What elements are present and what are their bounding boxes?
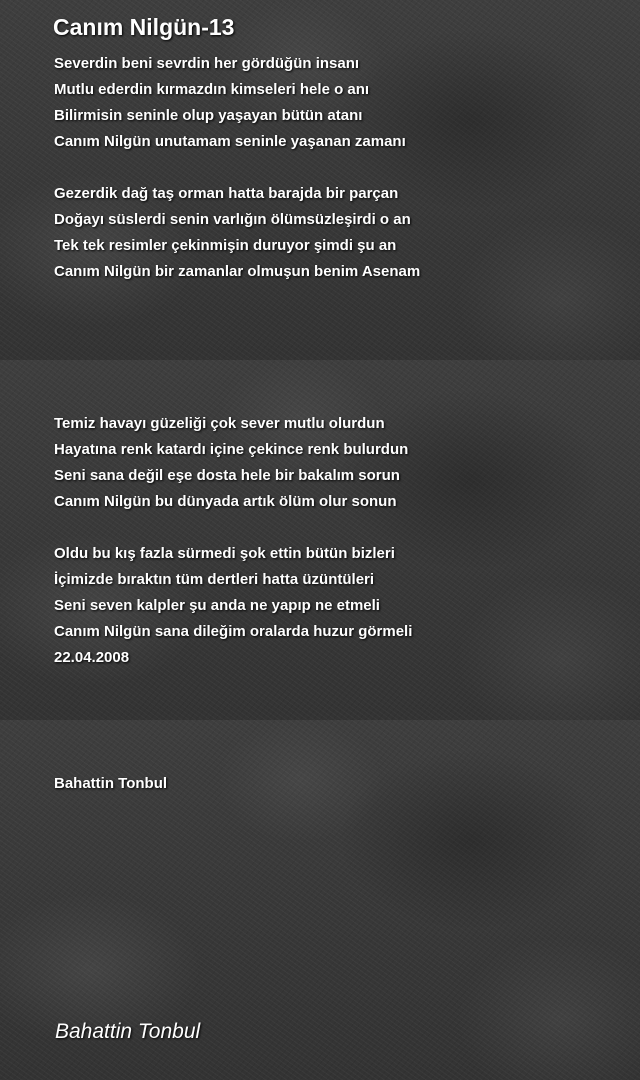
poem-panel-1 bbox=[0, 0, 640, 360]
stanza-4 bbox=[54, 541, 412, 645]
poem-panel-2 bbox=[0, 360, 640, 720]
stanza-1 bbox=[54, 51, 406, 155]
stanza-2 bbox=[54, 181, 420, 285]
poem-line: Gezerdik dağ taş orman hatta barajda bir parçan bbox=[54, 185, 399, 202]
poem-line: Doğayı süslerdi senin varlığın ölümsüzleşirdi o an bbox=[54, 211, 411, 228]
poem-line: Hayatına renk katardı içine çekince renk bulurdun bbox=[54, 441, 409, 458]
poem-title: Canım Nilgün-13 bbox=[53, 14, 235, 40]
poem-line: Bilirmisin seninle olup yaşayan bütün atanı bbox=[54, 107, 363, 124]
poem-line: Mutlu ederdin kırmazdın kimseleri hele o anı bbox=[54, 81, 370, 98]
poem-line: Seni sana değil eşe dosta hele bir bakalım sorun bbox=[54, 467, 400, 484]
poem-line: Tek tek resimler çekinmişin duruyor şimdi şu an bbox=[54, 237, 397, 254]
poem-line: Canım Nilgün bir zamanlar olmuşun benim Asenam bbox=[54, 263, 421, 280]
poem-line: Oldu bu kış fazla sürmedi şok ettin bütün bizleri bbox=[54, 545, 395, 562]
poem-line: Seni seven kalpler şu anda ne yapıp ne etmeli bbox=[54, 597, 380, 614]
poem-date: 22.04.2008 bbox=[54, 649, 130, 666]
poem-line: Canım Nilgün bu dünyada artık ölüm olur sonun bbox=[54, 493, 397, 510]
poem-panel-3 bbox=[0, 720, 640, 1080]
author-signature: Bahattin Tonbul bbox=[55, 1020, 201, 1043]
poem-line: Temiz havayı güzeliği çok sever mutlu olurdun bbox=[54, 415, 385, 432]
poem-author: Bahattin Tonbul bbox=[54, 775, 168, 792]
poem-line: Canım Nilgün unutamam seninle yaşanan zamanı bbox=[54, 133, 406, 150]
poem-line: Severdin beni sevrdin her gördüğün insanı bbox=[54, 55, 360, 72]
stanza-3 bbox=[54, 411, 408, 515]
poem-line: İçimizde bıraktın tüm dertleri hatta üzüntüleri bbox=[54, 571, 375, 588]
poem-line: Canım Nilgün sana dileğim oralarda huzur görmeli bbox=[54, 623, 413, 640]
